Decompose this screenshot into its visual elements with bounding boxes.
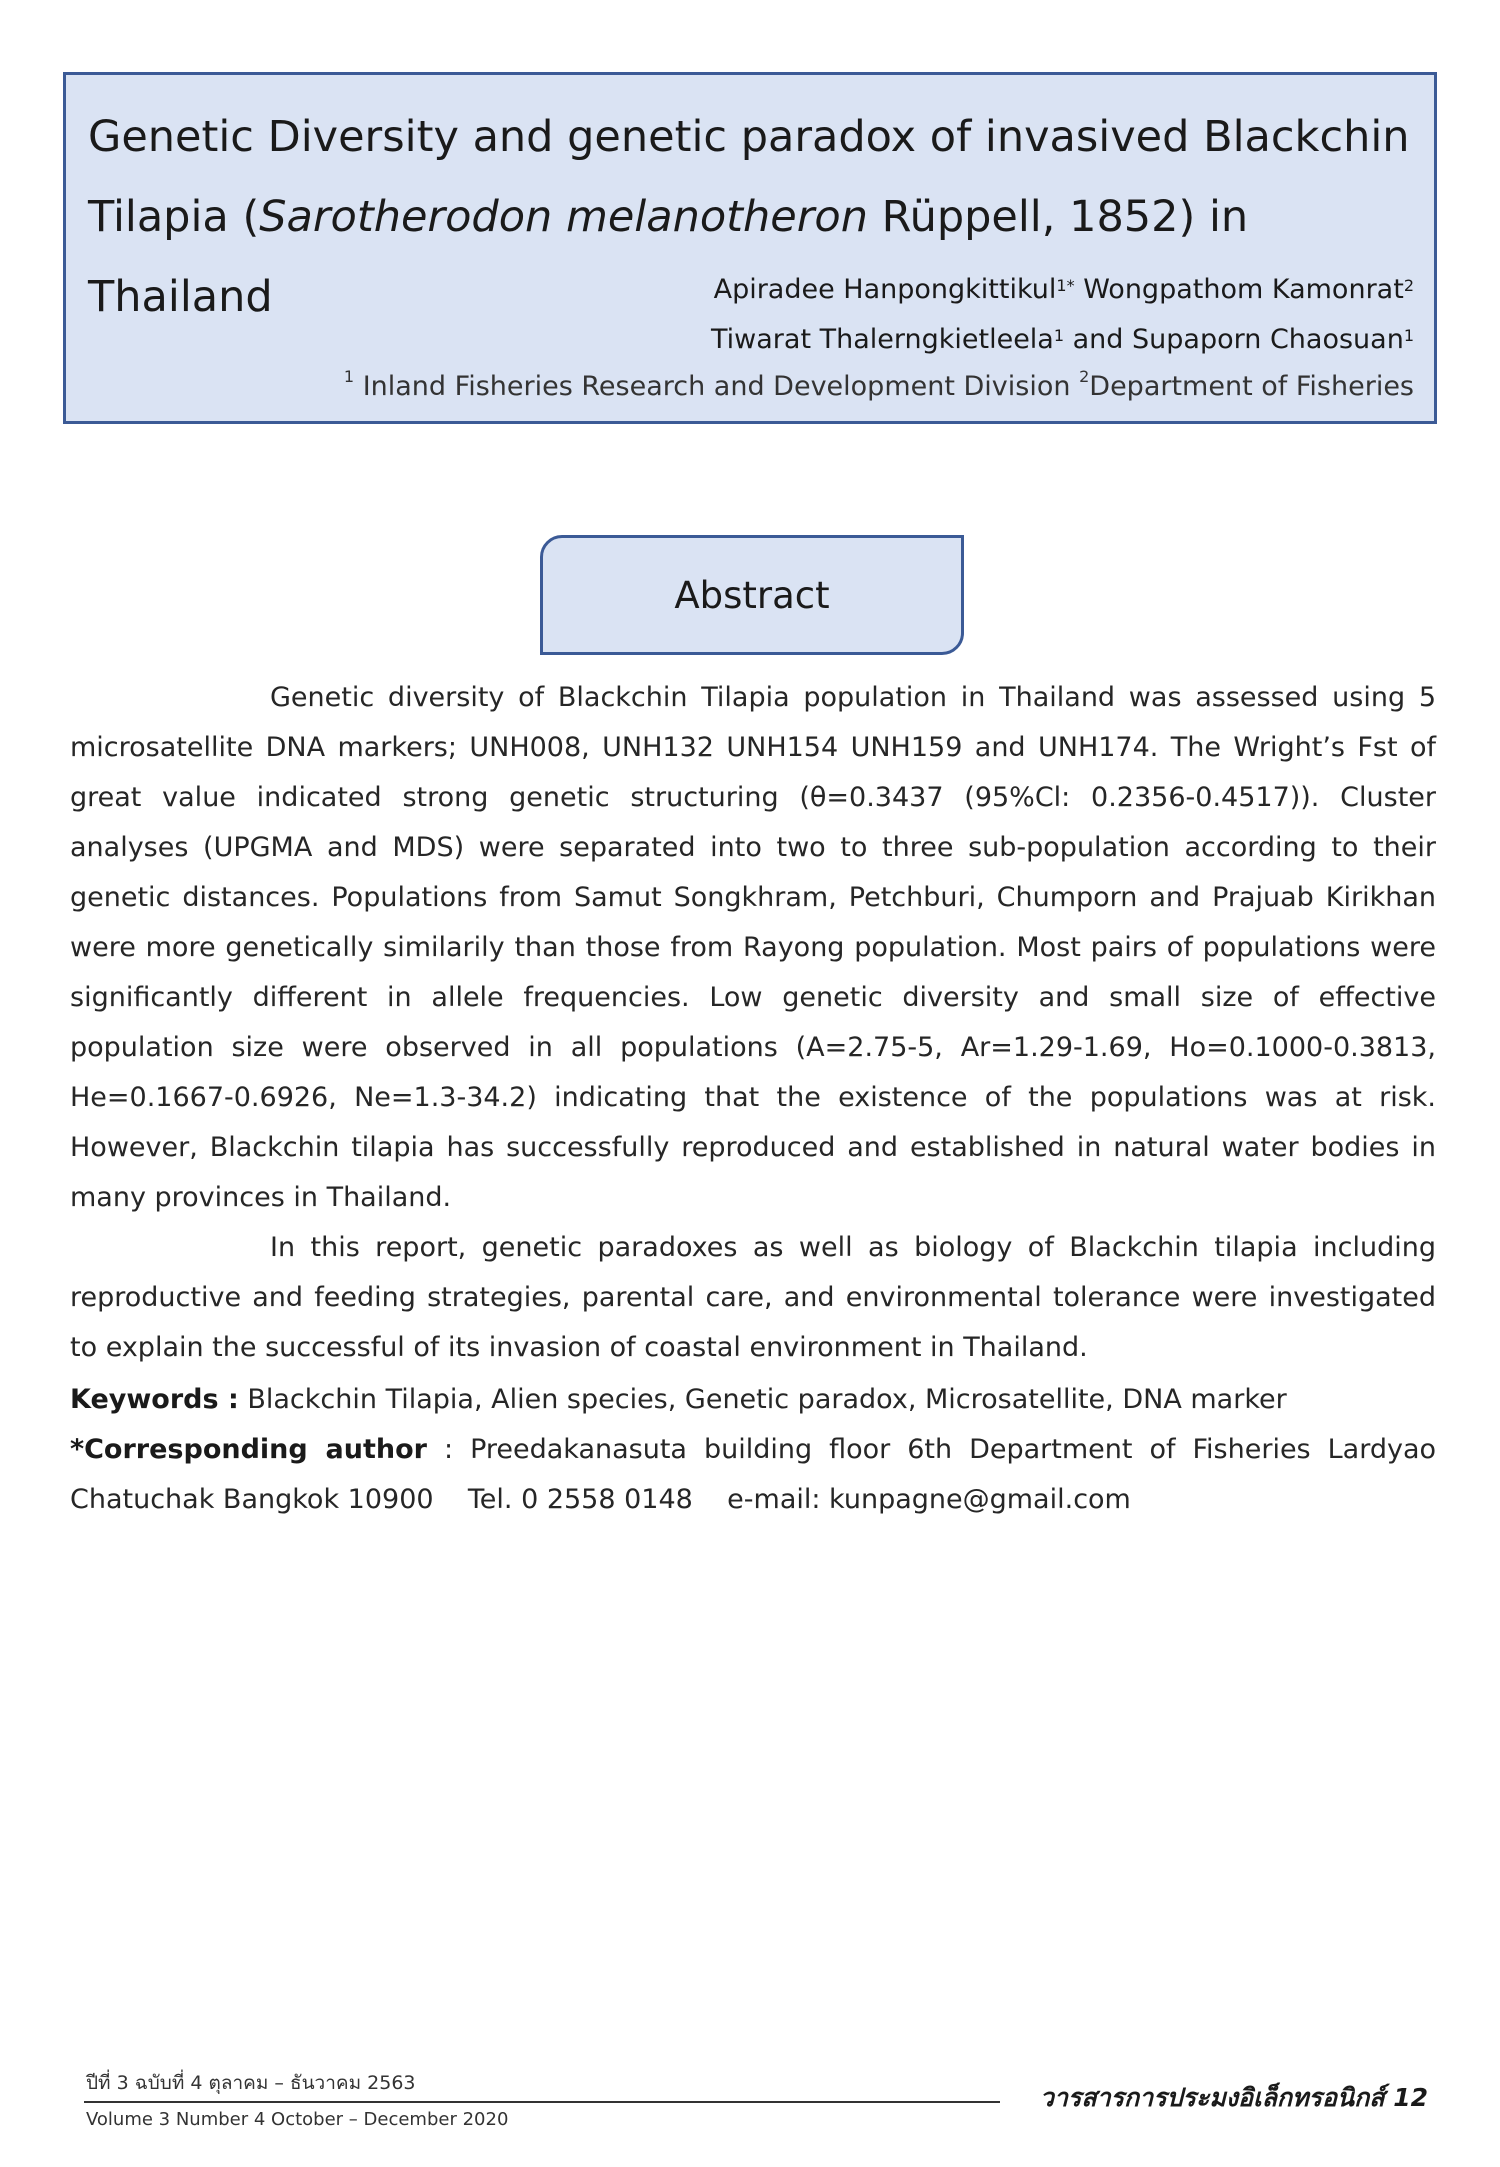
keywords — [70, 1375, 1436, 1425]
title-part2: Rüppell, 1852) in Thailand — [88, 192, 1249, 322]
author-name: Supaporn Chaosuan — [1132, 324, 1404, 355]
author-line-1 — [711, 265, 1414, 315]
affiliations — [343, 367, 1414, 402]
author-name: Tiwarat Thalerngkietleela — [711, 324, 1054, 355]
author-connector: and — [1072, 324, 1124, 355]
footer-divider — [84, 2101, 1000, 2103]
corresponding-author — [70, 1425, 1445, 1525]
author-sup: 1 — [1403, 326, 1414, 345]
affil-sup: 2 — [1079, 367, 1090, 386]
footer-thai-issue: ปีที่ 3 ฉบับที่ 4 ตุลาคม – ธันวาคม 2563 — [86, 2072, 416, 2094]
title-species: Sarotherodon melanotheron — [259, 192, 868, 242]
author-line-2 — [711, 315, 1414, 365]
affil-name: Inland Fisheries Research and Development Division — [362, 371, 1071, 402]
abstract-paragraph: Genetic diversity of Blackchin Tilapia population in Thailand was assessed using 5 microsatellite DNA markers; UNH008, UNH132 UNH154 UNH159 and UNH174. The Wright’s Fst of great value indicated strong genetic structuring (θ=0.3437 (95%Cl: 0.2356-0.4517)). Cluster analyses (UPGMA and MDS) were separated into two to three sub-population according to their genetic distances. Populations from Samut Songkhram, Petchburi, Chumporn and Prajuab Kirikhan were more genetically similarily than those from Rayong population. Most pairs of populations were significantly different in allele frequencies. Low genetic diversity and small size of effective population size were observed in all populations (A=2.75-5, Ar=1.29-1.69, Ho=0.1000-0.3813, He=0.1667-0.6926, Ne=1.3-34.2) indicating that the existence of the populations was at risk. However, Blackchin tilapia has successfully reproduced and established in natural water bodies in many provinces in Thailand. — [70, 682, 1436, 1213]
corresponding-text: : Preedakanasuta building floor 6th Department of Fisheries Lardyao Chatuchak Bangkok 10900 Tel. 0 2558 0148 e-mail: kunpagne@gmail.com — [70, 1434, 1445, 1515]
abstract-body — [70, 673, 1436, 1373]
abstract-heading-box — [540, 535, 964, 655]
footer-journal — [1040, 2078, 1428, 2118]
title-part1: Genetic Diversity and genetic paradox of invasived Blackchin Tilapia ( — [88, 112, 1410, 242]
author-list — [711, 265, 1414, 365]
footer-english-issue: Volume 3 Number 4 October – December 2020 — [86, 2109, 509, 2130]
abstract-heading: Abstract — [674, 573, 830, 617]
author-sup: 1* — [1056, 276, 1075, 295]
title-box — [63, 72, 1437, 424]
affil-sup: 1 — [343, 367, 355, 386]
corresponding-label: *Corresponding author — [70, 1434, 427, 1465]
journal-name: วารสารการประมงอิเล็กทรอนิกส์ — [1039, 2083, 1385, 2112]
abstract-paragraph: In this report, genetic paradoxes as well as biology of Blackchin tilapia including reproductive and feeding strategies, parental care, and environmental tolerance were investigated to explain the successful of its invasion of coastal environment in Thailand. — [70, 1232, 1436, 1363]
author-name: Wongpathom Kamonrat — [1083, 274, 1404, 305]
keywords-label: Keywords : — [70, 1384, 239, 1415]
page-number: 12 — [1393, 2083, 1428, 2112]
keywords-text: Blackchin Tilapia, Alien species, Genetic paradox, Microsatellite, DNA marker — [247, 1384, 1287, 1415]
author-name: Apiradee Hanpongkittikul — [713, 274, 1057, 305]
author-sup: 2 — [1403, 276, 1414, 295]
author-sup: 1 — [1053, 326, 1065, 345]
affil-name: Department of Fisheries — [1089, 371, 1414, 402]
paper-meta — [70, 1375, 1445, 1525]
